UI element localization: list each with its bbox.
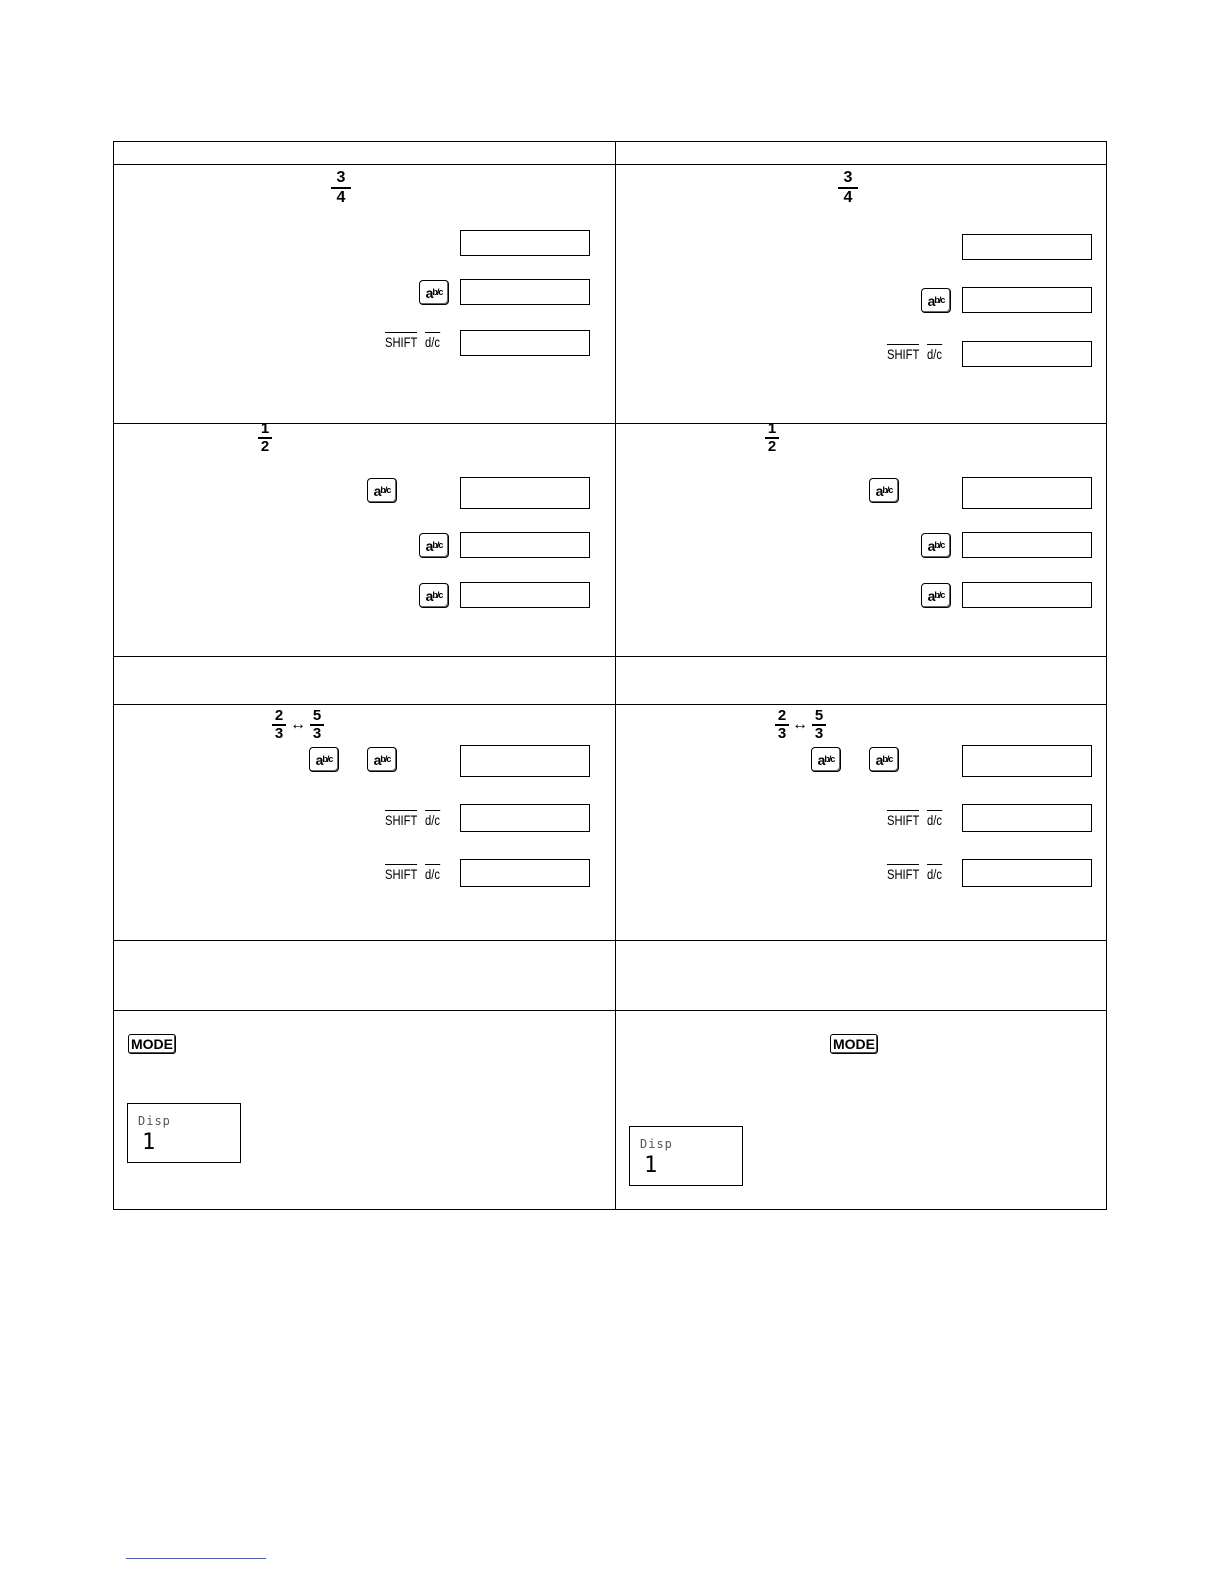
dc-key[interactable]: d/c xyxy=(927,812,942,828)
shift-key[interactable]: SHIFT xyxy=(887,346,920,362)
lcd-display xyxy=(962,287,1092,313)
dc-key[interactable]: d/c xyxy=(425,866,440,882)
fraction-five-thirds: 5 3 xyxy=(812,709,826,741)
dc-key[interactable]: d/c xyxy=(927,346,942,362)
calculator-screen xyxy=(127,1103,241,1163)
lcd-display xyxy=(460,804,590,832)
fraction-two-thirds: 2 3 xyxy=(272,709,286,741)
shift-key[interactable]: SHIFT xyxy=(385,812,418,828)
shift-key[interactable]: SHIFT xyxy=(887,812,920,828)
shift-key[interactable]: SHIFT xyxy=(385,866,418,882)
column-divider xyxy=(615,142,616,1209)
shift-key[interactable]: SHIFT xyxy=(385,334,418,350)
lcd-display xyxy=(962,477,1092,509)
lcd-display xyxy=(460,745,590,777)
lcd-display xyxy=(962,234,1092,260)
ab-c-key[interactable]: a $^{b/c}$ xyxy=(419,280,449,305)
lcd-display xyxy=(460,330,590,356)
row-divider xyxy=(114,656,1106,657)
lcd-display xyxy=(460,477,590,509)
comparison-table xyxy=(113,141,1107,1210)
mode-key[interactable]: MODE xyxy=(128,1034,176,1054)
conversion-arrow: ↔ xyxy=(290,716,306,733)
dc-key[interactable]: d/c xyxy=(425,812,440,828)
lcd-display xyxy=(962,745,1092,777)
display-mode-label: Disp xyxy=(640,1137,673,1151)
ab-c-key[interactable]: a $^{b/c}$ xyxy=(309,747,339,772)
fraction-three-quarters: 3 4 xyxy=(838,170,858,206)
calculator-screen xyxy=(629,1126,743,1186)
dc-key[interactable]: d/c xyxy=(927,866,942,882)
lcd-display xyxy=(962,804,1092,832)
fraction-five-thirds: 5 3 xyxy=(310,709,324,741)
row-divider xyxy=(114,940,1106,941)
lcd-display xyxy=(460,532,590,558)
ab-c-key[interactable]: a $^{b/c}$ xyxy=(419,583,449,608)
ab-c-key[interactable]: a $^{b/c}$ xyxy=(921,288,951,313)
dc-key[interactable]: d/c xyxy=(425,334,440,350)
fraction-one-half: 1 2 xyxy=(765,422,779,454)
fraction-two-thirds: 2 3 xyxy=(775,709,789,741)
ab-c-key[interactable]: a $^{b/c}$ xyxy=(921,533,951,558)
ab-c-key[interactable]: a $^{b/c}$ xyxy=(869,478,899,503)
footnote-rule xyxy=(126,1558,266,1559)
shift-key[interactable]: SHIFT xyxy=(887,866,920,882)
display-mode-label: Disp xyxy=(138,1114,171,1128)
ab-c-key[interactable]: a $^{b/c}$ xyxy=(367,747,397,772)
lcd-display xyxy=(460,279,590,305)
ab-c-key[interactable]: a $^{b/c}$ xyxy=(367,478,397,503)
lcd-display xyxy=(962,341,1092,367)
ab-c-key[interactable]: a $^{b/c}$ xyxy=(869,747,899,772)
lcd-display xyxy=(962,582,1092,608)
row-divider xyxy=(114,1010,1106,1011)
fraction-three-quarters: 3 4 xyxy=(331,170,351,206)
lcd-display xyxy=(460,859,590,887)
lcd-display xyxy=(962,859,1092,887)
conversion-arrow: ↔ xyxy=(792,716,808,733)
display-value: 1 xyxy=(644,1153,658,1178)
ab-c-key[interactable]: a $^{b/c}$ xyxy=(921,583,951,608)
mode-key[interactable]: MODE xyxy=(830,1034,878,1054)
ab-c-key[interactable]: a $^{b/c}$ xyxy=(811,747,841,772)
row-divider xyxy=(114,164,1106,165)
lcd-display xyxy=(962,532,1092,558)
lcd-display xyxy=(460,230,590,256)
ab-c-key[interactable]: a $^{b/c}$ xyxy=(419,533,449,558)
row-divider xyxy=(114,704,1106,705)
lcd-display xyxy=(460,582,590,608)
fraction-one-half: 1 2 xyxy=(258,422,272,454)
display-value: 1 xyxy=(142,1130,156,1155)
